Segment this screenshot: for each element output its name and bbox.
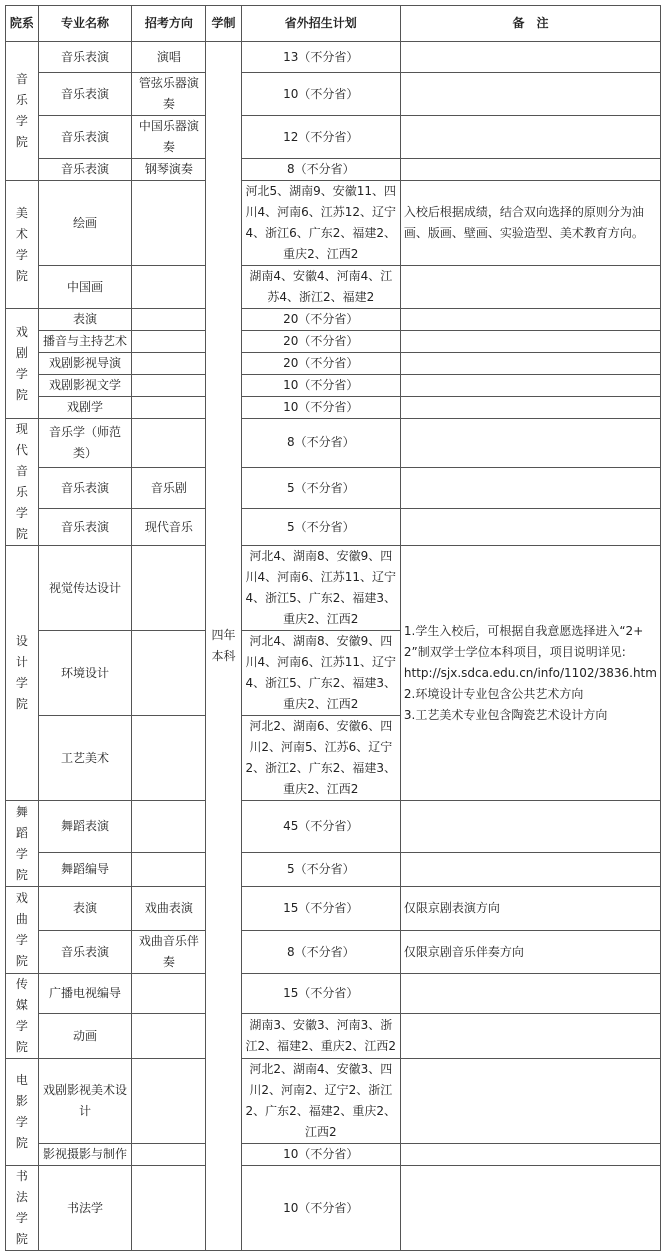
table-row <box>6 1144 661 1166</box>
plan-cell: 10（不分省） <box>241 73 400 116</box>
direction-cell <box>132 853 206 887</box>
direction-cell <box>132 181 206 266</box>
note-cell: 仅限京剧表演方向 <box>400 887 660 931</box>
note-cell <box>400 853 660 887</box>
major-cell: 音乐表演 <box>38 73 132 116</box>
plan-cell: 湖南4、安徽4、河南4、江苏4、浙江2、福建2 <box>241 266 400 309</box>
direction-cell <box>132 1144 206 1166</box>
plan-cell: 20（不分省） <box>241 309 400 331</box>
note-cell <box>400 397 660 419</box>
direction-cell <box>132 397 206 419</box>
college-cell: 音乐学院 <box>6 42 39 181</box>
direction-cell <box>132 716 206 801</box>
plan-cell: 15（不分省） <box>241 887 400 931</box>
major-cell: 音乐表演 <box>38 509 132 546</box>
major-cell: 影视摄影与制作 <box>38 1144 132 1166</box>
note-cell <box>400 309 660 331</box>
plan-cell: 45（不分省） <box>241 801 400 853</box>
major-cell: 环境设计 <box>38 631 132 716</box>
major-cell: 音乐表演 <box>38 931 132 974</box>
major-cell: 表演 <box>38 309 132 331</box>
direction-cell <box>132 631 206 716</box>
direction-cell: 中国乐器演奏 <box>132 116 206 159</box>
table-row <box>6 509 661 546</box>
note-cell: 仅限京剧音乐伴奏方向 <box>400 931 660 974</box>
direction-cell <box>132 1059 206 1144</box>
header-direction: 招考方向 <box>132 6 206 42</box>
table-row <box>6 181 661 266</box>
major-cell: 广播电视编导 <box>38 974 132 1014</box>
table-row <box>6 309 661 331</box>
plan-cell: 10（不分省） <box>241 375 400 397</box>
college-cell: 戏剧学院 <box>6 309 39 419</box>
direction-cell: 演唱 <box>132 42 206 73</box>
note-cell <box>400 159 660 181</box>
note-cell <box>400 974 660 1014</box>
direction-cell <box>132 309 206 331</box>
major-cell: 戏剧影视文学 <box>38 375 132 397</box>
plan-cell: 河北4、湖南8、安徽9、四川4、河南6、江苏11、辽宁4、浙江5、广东2、福建3、重庆2、江西2 <box>241 631 400 716</box>
table-row <box>6 887 661 931</box>
table-row <box>6 1059 661 1144</box>
table-row <box>6 1014 661 1059</box>
major-cell: 中国画 <box>38 266 132 309</box>
direction-cell <box>132 375 206 397</box>
plan-cell: 5（不分省） <box>241 509 400 546</box>
note-cell <box>400 331 660 353</box>
note-cell <box>400 116 660 159</box>
direction-cell: 现代音乐 <box>132 509 206 546</box>
plan-cell: 10（不分省） <box>241 1166 400 1251</box>
note-cell <box>400 1144 660 1166</box>
plan-cell: 12（不分省） <box>241 116 400 159</box>
header-major: 专业名称 <box>38 6 132 42</box>
direction-cell <box>132 353 206 375</box>
major-cell: 动画 <box>38 1014 132 1059</box>
table-row <box>6 266 661 309</box>
major-cell: 视觉传达设计 <box>38 546 132 631</box>
major-cell: 音乐表演 <box>38 159 132 181</box>
direction-cell: 钢琴演奏 <box>132 159 206 181</box>
note-cell <box>400 73 660 116</box>
plan-cell: 河北2、湖南4、安徽3、四川2、河南2、辽宁2、浙江2、广东2、福建2、重庆2、江西2 <box>241 1059 400 1144</box>
plan-cell: 10（不分省） <box>241 1144 400 1166</box>
note-cell <box>400 509 660 546</box>
direction-cell: 戏曲音乐伴奏 <box>132 931 206 974</box>
study-length-cell: 四年本科 <box>206 42 241 1251</box>
enrollment-plan-table <box>5 5 661 1251</box>
header-plan: 省外招生计划 <box>241 6 400 42</box>
major-cell: 音乐表演 <box>38 467 132 509</box>
major-cell: 戏剧影视美术设计 <box>38 1059 132 1144</box>
major-cell: 舞蹈表演 <box>38 801 132 853</box>
note-cell <box>400 375 660 397</box>
design-note-line: 2.环境设计专业包含公共艺术方向 <box>403 686 584 701</box>
college-cell: 现代音乐学院 <box>6 419 39 546</box>
design-note-line: 3.工艺美术专业包含陶瓷艺术设计方向 <box>403 707 608 722</box>
major-cell: 戏剧学 <box>38 397 132 419</box>
table-row <box>6 73 661 116</box>
direction-cell <box>132 1166 206 1251</box>
college-cell: 舞蹈学院 <box>6 801 39 887</box>
plan-cell: 河北4、湖南8、安徽9、四川4、河南6、江苏11、辽宁4、浙江5、广东2、福建3、重庆2、江西2 <box>241 546 400 631</box>
major-cell: 音乐学（师范类） <box>38 419 132 468</box>
header-row <box>6 6 661 42</box>
design-note-line: 1.学生入校后，可根据自我意愿选择进入“2+2”制双学士学位本科项目，项目说明详见: <box>403 623 644 659</box>
table-row <box>6 1166 661 1251</box>
note-cell <box>400 42 660 73</box>
table-row <box>6 42 661 73</box>
direction-cell <box>132 419 206 468</box>
college-cell: 戏曲学院 <box>6 887 39 974</box>
note-cell <box>400 801 660 853</box>
college-cell: 电影学院 <box>6 1059 39 1166</box>
major-cell: 音乐表演 <box>38 42 132 73</box>
plan-cell: 8（不分省） <box>241 159 400 181</box>
table-row <box>6 931 661 974</box>
table-row <box>6 116 661 159</box>
major-cell: 戏剧影视导演 <box>38 353 132 375</box>
direction-cell <box>132 801 206 853</box>
header-college: 院系 <box>6 6 39 42</box>
college-cell: 美术学院 <box>6 181 39 309</box>
direction-cell <box>132 331 206 353</box>
table-row <box>6 375 661 397</box>
note-cell <box>400 467 660 509</box>
major-cell: 音乐表演 <box>38 116 132 159</box>
direction-cell <box>132 1014 206 1059</box>
direction-cell <box>132 266 206 309</box>
direction-cell <box>132 546 206 631</box>
plan-cell: 13（不分省） <box>241 42 400 73</box>
plan-cell: 河北5、湖南9、安徽11、四川4、河南6、江苏12、辽宁4、浙江6、广东2、福建2、重庆2、江西2 <box>241 181 400 266</box>
plan-cell: 5（不分省） <box>241 853 400 887</box>
note-cell <box>400 419 660 468</box>
college-cell: 传媒学院 <box>6 974 39 1059</box>
table-row <box>6 331 661 353</box>
plan-cell: 8（不分省） <box>241 931 400 974</box>
major-cell: 表演 <box>38 887 132 931</box>
note-cell: 入校后根据成绩，结合双向选择的原则分为油画、版画、壁画、实验造型、美术教育方向。 <box>400 181 660 266</box>
note-cell <box>400 1166 660 1251</box>
plan-cell: 20（不分省） <box>241 353 400 375</box>
direction-cell <box>132 974 206 1014</box>
table-row <box>6 853 661 887</box>
header-study-length: 学制 <box>206 6 241 42</box>
college-cell: 书法学院 <box>6 1166 39 1251</box>
plan-cell: 5（不分省） <box>241 467 400 509</box>
table-row <box>6 419 661 468</box>
table-row <box>6 546 661 631</box>
direction-cell: 管弦乐器演奏 <box>132 73 206 116</box>
table-row <box>6 159 661 181</box>
note-cell <box>400 353 660 375</box>
table-row <box>6 801 661 853</box>
note-cell <box>400 1014 660 1059</box>
plan-cell: 10（不分省） <box>241 397 400 419</box>
table-row <box>6 397 661 419</box>
direction-cell: 音乐剧 <box>132 467 206 509</box>
design-note-link[interactable]: http://sjx.sdca.edu.cn/info/1102/3836.htm <box>403 665 657 680</box>
table-row <box>6 467 661 509</box>
college-cell: 设计学院 <box>6 546 39 801</box>
plan-cell: 河北2、湖南6、安徽6、四川2、河南5、江苏6、辽宁2、浙江2、广东2、福建3、重庆2、江西2 <box>241 716 400 801</box>
major-cell: 绘画 <box>38 181 132 266</box>
plan-cell: 20（不分省） <box>241 331 400 353</box>
major-cell: 播音与主持艺术 <box>38 331 132 353</box>
plan-cell: 8（不分省） <box>241 419 400 468</box>
major-cell: 书法学 <box>38 1166 132 1251</box>
plan-cell: 湖南3、安徽3、河南3、浙江2、福建2、重庆2、江西2 <box>241 1014 400 1059</box>
direction-cell: 戏曲表演 <box>132 887 206 931</box>
header-note: 备 注 <box>400 6 660 42</box>
plan-cell: 15（不分省） <box>241 974 400 1014</box>
note-cell <box>400 1059 660 1144</box>
table-row <box>6 353 661 375</box>
major-cell: 工艺美术 <box>38 716 132 801</box>
design-note-cell <box>400 546 660 801</box>
table-row <box>6 974 661 1014</box>
note-cell <box>400 266 660 309</box>
major-cell: 舞蹈编导 <box>38 853 132 887</box>
